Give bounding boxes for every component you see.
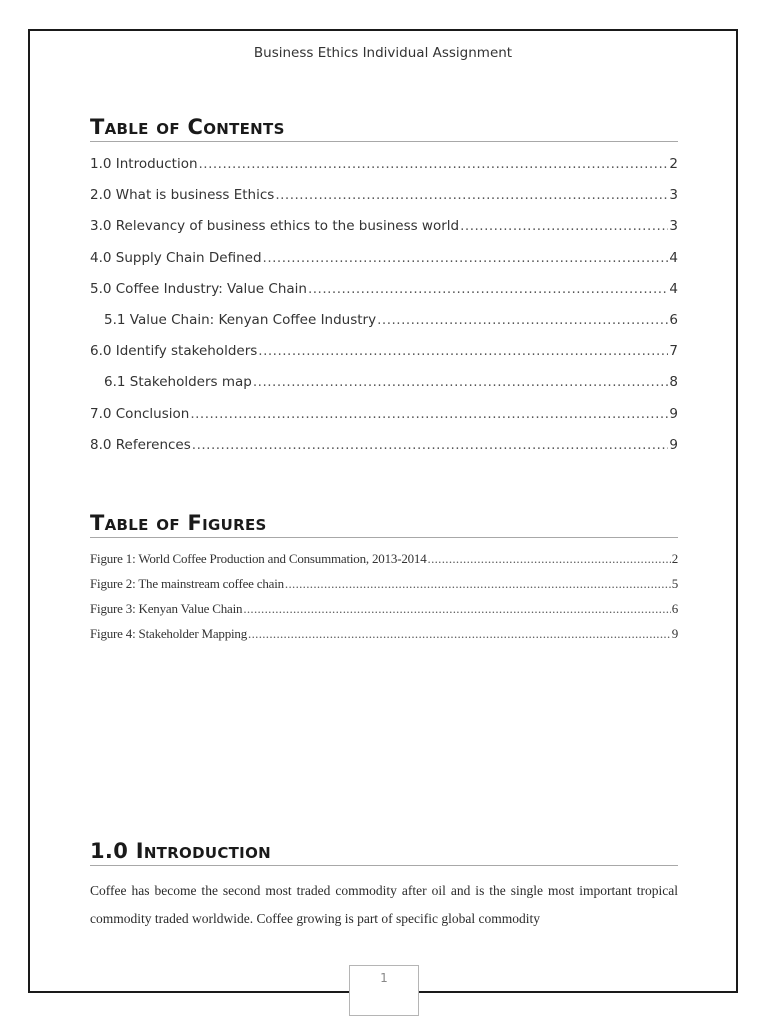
dot-leader bbox=[199, 156, 669, 172]
tof-entry-figure-4[interactable] bbox=[90, 626, 678, 651]
toc-heading: Table of Contents bbox=[90, 116, 678, 142]
introduction-paragraph: Coffee has become the second most traded commodity after oil and is the single most important tropical commodity traded worldwide. Coffee growing is part of specific global commodity bbox=[90, 883, 678, 926]
toc-entry-page: 4 bbox=[669, 280, 678, 297]
introduction-heading: 1.0 Introduction bbox=[90, 840, 678, 866]
tof-entry-page: 6 bbox=[671, 601, 678, 616]
dot-leader bbox=[285, 576, 671, 592]
toc-entry-business-ethics[interactable] bbox=[90, 187, 678, 218]
dot-leader bbox=[192, 437, 669, 453]
toc-entry-identify-stakeholders[interactable] bbox=[90, 343, 678, 374]
dot-leader bbox=[377, 312, 668, 328]
dot-leader bbox=[263, 250, 669, 266]
dot-leader bbox=[243, 601, 670, 617]
tof-entry-figure-1[interactable] bbox=[90, 551, 678, 576]
dot-leader bbox=[258, 343, 668, 359]
dot-leader bbox=[190, 406, 668, 422]
tof-entry-label: Figure 3: Kenyan Value Chain bbox=[90, 601, 243, 616]
table-of-figures bbox=[90, 551, 678, 651]
toc-entry-page: 9 bbox=[669, 436, 678, 453]
dot-leader bbox=[253, 374, 669, 390]
toc-entry-page: 7 bbox=[669, 343, 678, 360]
toc-entry-page: 4 bbox=[669, 249, 678, 266]
toc-entry-page: 3 bbox=[669, 187, 678, 204]
dot-leader bbox=[275, 187, 668, 203]
toc-entry-page: 3 bbox=[669, 218, 678, 235]
toc-entry-coffee-value-chain[interactable] bbox=[90, 281, 678, 312]
tof-heading: Table of Figures bbox=[90, 512, 678, 538]
toc-entry-page: 8 bbox=[669, 374, 678, 391]
toc-entry-page: 9 bbox=[669, 405, 678, 422]
dot-leader bbox=[248, 626, 671, 642]
tof-entry-label: Figure 4: Stakeholder Mapping bbox=[90, 626, 248, 641]
toc-entry-label: 3.0 Relevancy of business ethics to the business world bbox=[90, 218, 460, 235]
toc-entry-kenyan-value-chain[interactable] bbox=[90, 312, 678, 343]
toc-entry-relevancy[interactable] bbox=[90, 218, 678, 249]
running-header: Business Ethics Individual Assignment bbox=[253, 45, 513, 61]
table-of-contents bbox=[90, 156, 678, 468]
dot-leader bbox=[428, 551, 671, 567]
tof-entry-label: Figure 1: World Coffee Production and Consummation, 2013-2014 bbox=[90, 551, 427, 566]
toc-entry-references[interactable] bbox=[90, 437, 678, 468]
toc-entry-label: 2.0 What is business Ethics bbox=[90, 187, 275, 204]
toc-entry-page: 2 bbox=[669, 156, 678, 172]
toc-entry-label: 4.0 Supply Chain Defined bbox=[90, 249, 262, 266]
tof-entry-page: 5 bbox=[671, 576, 678, 591]
toc-entry-label: 5.1 Value Chain: Kenyan Coffee Industry bbox=[104, 311, 377, 328]
toc-entry-label: 7.0 Conclusion bbox=[90, 405, 190, 422]
dot-leader bbox=[460, 218, 668, 234]
toc-entry-supply-chain[interactable] bbox=[90, 250, 678, 281]
toc-entry-conclusion[interactable] bbox=[90, 406, 678, 437]
toc-entry-page: 6 bbox=[669, 311, 678, 328]
tof-entry-page: 2 bbox=[671, 551, 678, 566]
tof-entry-page: 9 bbox=[671, 626, 678, 641]
tof-entry-figure-2[interactable] bbox=[90, 576, 678, 601]
toc-entry-label: 8.0 References bbox=[90, 436, 191, 453]
toc-entry-label: 5.0 Coffee Industry: Value Chain bbox=[90, 280, 307, 297]
page-number: 1 bbox=[349, 965, 419, 1016]
toc-entry-introduction[interactable] bbox=[90, 156, 678, 187]
dot-leader bbox=[308, 281, 668, 297]
toc-entry-label: 6.1 Stakeholders map bbox=[104, 374, 252, 391]
toc-entry-label: 1.0 Introduction bbox=[90, 156, 198, 172]
toc-entry-label: 6.0 Identify stakeholders bbox=[90, 343, 258, 360]
tof-entry-figure-3[interactable] bbox=[90, 601, 678, 626]
tof-entry-label: Figure 2: The mainstream coffee chain bbox=[90, 576, 284, 591]
toc-entry-stakeholders-map[interactable] bbox=[90, 374, 678, 405]
